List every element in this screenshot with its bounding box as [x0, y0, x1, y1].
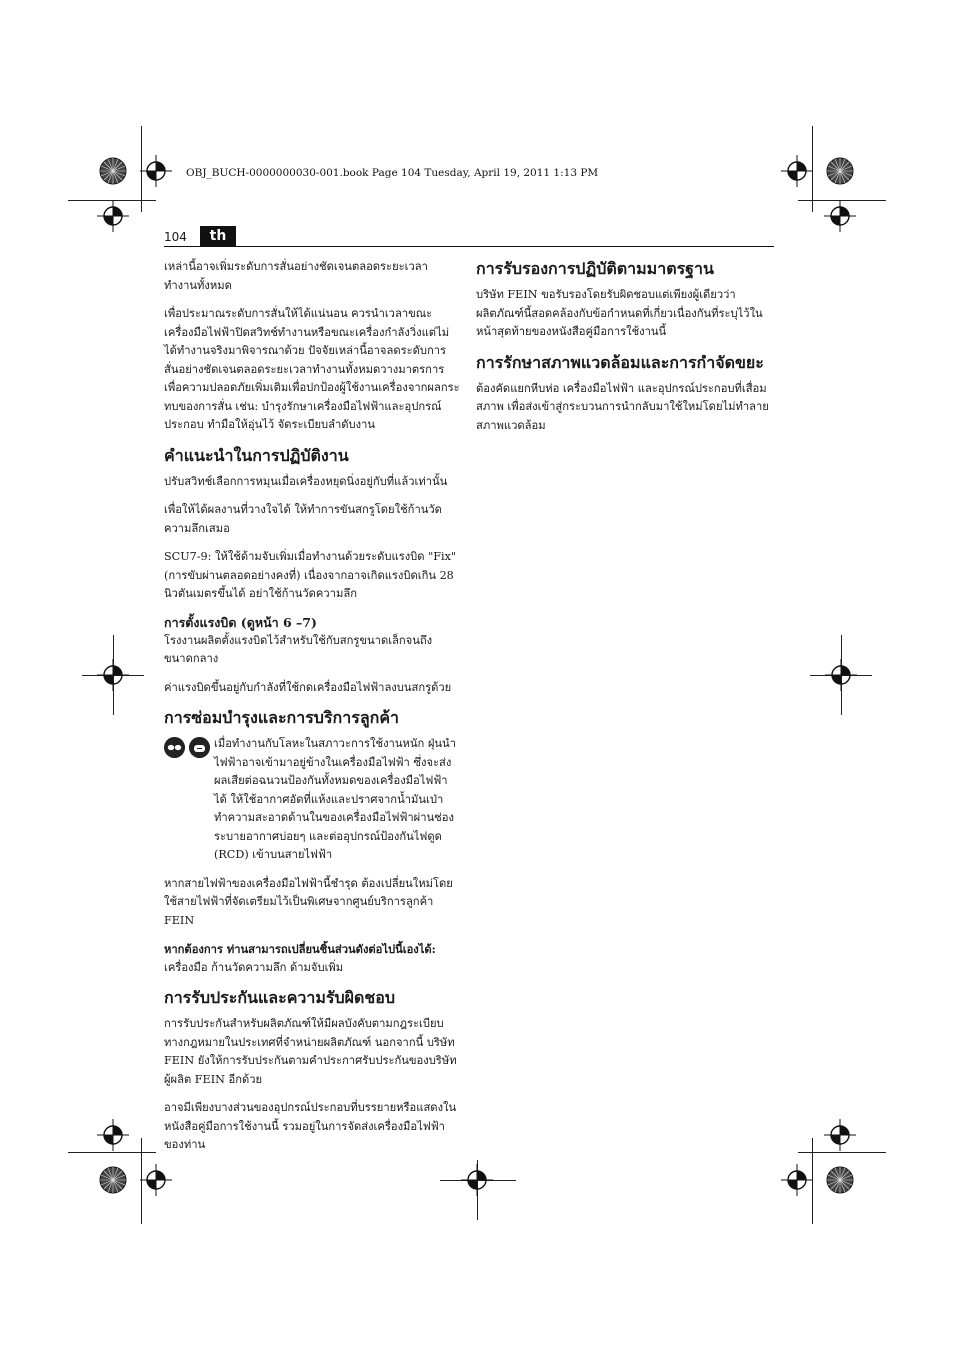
- intro-paragraph-2: เพื่อประมาณระดับการสั่นให้ได้แน่นอน ควรนำเวลาขณะเครื่องมือไฟฟ้าปิดสวิทช์ทำงานหรือขณะเครื่องกำลังวิ่งแต่ไม่ได้ทำงานจริงมาพิจารณาด้วย ปัจจัยเหล่านี้อาจลดระดับการสั่นอย่างชัดเจนตลอดระยะเวลาทำงานทั้งหมดวางมาตรการเพื่อความปลอดภัยเพิ่มเติมเพื่อปกป้องผู้ใช้งานเครื่องจากผลกระทบของการสั่น เช่น: บำรุงรักษาเครื่องมือไฟฟ้าและอุปกรณ์ประกอบ ทำมือให้อุ่นไว้ จัดระเบียบลำดับงาน: [164, 307, 460, 431]
- service-replaceable-heading: หากต้องการ ท่านสามารถเปลี่ยนชิ้นส่วนดังต่อไปนี้เองได้:: [164, 942, 436, 956]
- ops-paragraph-1: ปรับสวิทช์เลือกการหมุนเมื่อเครื่องหยุดนิ่งอยู่กับที่แล้วเท่านั้น: [164, 474, 448, 488]
- environment-paragraph: ต้องคัดแยกหีบห่อ เครื่องมือไฟฟ้า และอุปกรณ์ประกอบที่เสื่อมสภาพ เพื่อส่งเข้าสู่กระบวนการนำกลับมาใช้ใหม่โดยไม่ทำลายสภาพแวดล้อม: [476, 381, 769, 432]
- right-column: [476, 258, 774, 445]
- service-paragraph-1: เมื่อทำงานกับโลหะในสภาวะการใช้งานหนัก ฝุ่นนำไฟฟ้าอาจเข้ามาอยู่ข้างในเครื่องมือไฟฟ้า ซึ่งจะส่งผลเสียต่อฉนวนป้องกันทั้งหมดของเครื่องมือไฟฟ้าได้ ให้ใช้อากาศอัดที่แห้งและปราศจากน้ำมันเป่าทำความสะอาดด้านในของเครื่องมือไฟฟ้าผ่านช่องระบายอากาศบ่อยๆ และต่ออุปกรณ์ป้องกันไฟดูด (RCD) เข้าบนสายไฟฟ้า: [214, 737, 456, 861]
- torque-paragraph-1: โรงงานผลิตตั้งแรงบิดไว้สำหรับใช้กับสกรูขนาดเล็กจนถึงขนาดกลาง: [164, 633, 433, 665]
- goggles-icon: [164, 737, 185, 758]
- ops-paragraph-3: SCU7-9: ให้ใช้ด้ามจับเพิ่มเมื่อทำงานด้วยระดับแรงบิด "Fix" (การขับผ่านตลอดอย่างคงที่) เนื่องจากอาจเกิดแรงบิดเกิน 28 นิวตันเมตรขึ้นได้ อย่าใช้ก้านวัดความลึก: [164, 550, 457, 600]
- heading-operating-instructions: คำแนะนำในการปฏิบัติงาน: [164, 445, 349, 465]
- heading-conformity: การรับรองการปฏิบัติตามมาตรฐาน: [476, 259, 714, 278]
- book-info-line: OBJ_BUCH-0000000030-001.book Page 104 Tuesday, April 19, 2011 1:13 PM: [186, 167, 599, 179]
- service-paragraph-2: หากสายไฟฟ้าของเครื่องมือไฟฟ้านี้ชำรุด ต้องเปลี่ยนใหม่โดยใช้สายไฟฟ้าที่จัดเตรียมไว้เป็นพิเศษจากศูนย์บริการลูกค้า FEIN: [164, 876, 453, 927]
- mask-icon: [189, 737, 210, 758]
- header-rule: [164, 246, 774, 247]
- warranty-paragraph-2: อาจมีเพียงบางส่วนของอุปกรณ์ประกอบที่บรรยายหรือแสดงในหนังสือคู่มือการใช้งานนี้ รวมอยู่ในการจัดส่งเครื่องมือไฟฟ้าของท่าน: [164, 1101, 457, 1151]
- language-tab: th: [200, 226, 236, 246]
- page-number: 104: [164, 230, 187, 244]
- torque-paragraph-2: ค่าแรงบิดขึ้นอยู่กับกำลังที่ใช้กดเครื่องมือไฟฟ้าลงบนสกรูด้วย: [164, 680, 452, 694]
- service-warning-row: [164, 735, 460, 865]
- left-column: [164, 258, 460, 1165]
- intro-paragraph-1: เหล่านี้อาจเพิ่มระดับการสั่นอย่างชัดเจนตลอดระยะเวลาทำงานทั้งหมด: [164, 260, 428, 292]
- heading-environment: การรักษาสภาพแวดล้อมและการกำจัดขยะ: [476, 352, 764, 372]
- heading-warranty: การรับประกันและความรับผิดชอบ: [164, 988, 396, 1007]
- warranty-paragraph-1: การรับประกันสำหรับผลิตภัณฑ์ให้มีผลบังคับตามกฎระเบียบทางกฎหมายในประเทศที่จำหน่ายผลิตภัณฑ์ นอกจากนี้ บริษัท FEIN ยังให้การรับประกันตามคำประกาศรับประกันของบริษัทผู้ผลิต FEIN อีกด้วย: [164, 1017, 457, 1086]
- conformity-paragraph: บริษัท FEIN ขอรับรองโดยรับผิดชอบแต่เพียงผู้เดียวว่าผลิตภัณฑ์นี้สอดคล้องกับข้อกำหนดที่เกี่ยวเนื่องกันที่ระบุไว้ในหน้าสุดท้ายของหนังสือคู่มือการใช้งานนี้: [476, 288, 763, 338]
- heading-torque-setting: การตั้งแรงบิด (ดูหน้า 6 –7): [164, 614, 317, 630]
- ops-paragraph-2: เพื่อให้ได้ผลงานที่วางใจได้ ให้ทำการขันสกรูโดยใช้ก้านวัดความลึกเสมอ: [164, 503, 442, 535]
- service-replaceable-parts: เครื่องมือ ก้านวัดความลึก ด้ามจับเพิ่ม: [164, 960, 344, 974]
- heading-service: การซ่อมบำรุงและการบริการลูกค้า: [164, 708, 399, 727]
